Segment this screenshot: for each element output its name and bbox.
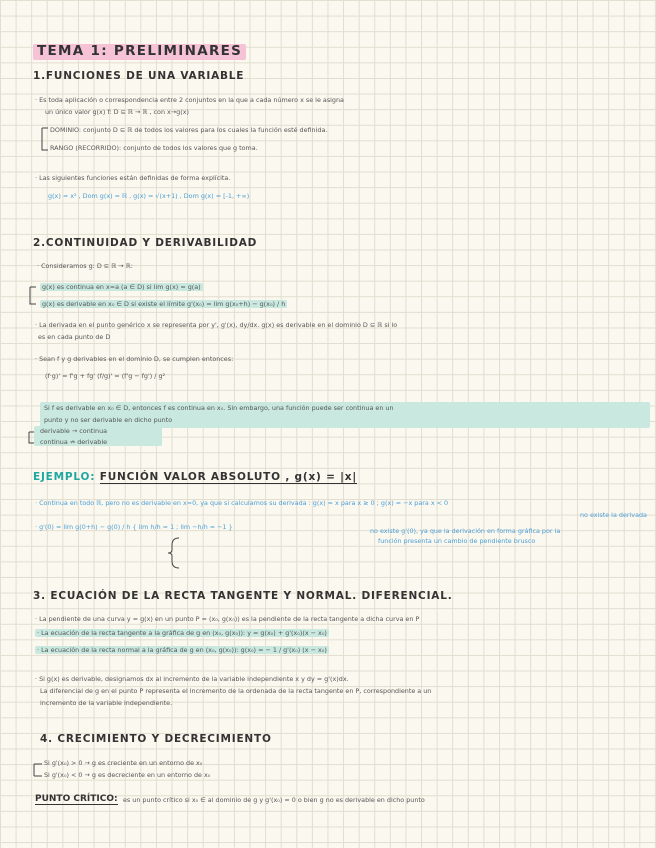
ejemplo-line-1b: no existe la derivada xyxy=(580,511,647,519)
summary-2: continua ↛ derivable xyxy=(40,438,108,446)
differential-line-1: · Si g(x) es derivable, designamos dx al incremento de la variable independiente x y dy = g'(x)dx. xyxy=(35,675,349,683)
critical-point-text: es un punto crítico si x₀ ∈ al dominio de g y g'(x₀) = 0 o bien g no es derivable en dicho punto xyxy=(123,796,425,804)
ejemplo-line-2b: no existe g'(0), ya que la derivación en forma gráfica por la xyxy=(370,527,561,535)
critical-point-label: PUNTO CRÍTICO: xyxy=(35,794,118,804)
ejemplo-line-1: · Continua en todo ℝ, pero no es derivable en x=0, ya que si calculamos su derivada : g(x) = x para x ≥ 0 ; g(x) = −x para x < 0 xyxy=(35,499,449,507)
rango-line: RANGO (RECORRIDO): conjunto de todos los valores que g toma. xyxy=(50,144,258,152)
increasing-line: Si g'(x₀) > 0 → g es creciente en un entorno de x₀ xyxy=(44,759,203,767)
explicit-examples: g(x) = x² , Dom g(x) = ℝ , g(x) = √(x+1) , Dom g(x) = [-1, +∞) xyxy=(48,192,250,200)
ejemplo-heading: EJEMPLO: FUNCIÓN VALOR ABSOLUTO , g(x) = |x| xyxy=(33,471,357,483)
consider-line: · Consideramos g: D ⊆ ℝ → ℝ: xyxy=(37,262,133,270)
operations-line-1: · Sean f y g derivables en el dominio D, se cumplen entonces: xyxy=(35,355,234,363)
continuity-line: g(x) es continua en x=a (a ∈ D) si lim g(x) = g(a) xyxy=(42,283,201,291)
ejemplo-line-2: · g'(0) = lim g(0+h) − g(0) / h { lim h/h = 1 ; lim −h/h = −1 } xyxy=(35,523,233,531)
explicit-intro: · Las siguientes funciones están definidas de forma explícita. xyxy=(35,174,231,182)
section-1-heading: 1.FUNCIONES DE UNA VARIABLE xyxy=(33,70,245,82)
operations-line-2: (f·g)' = f'g + fg' (f/g)' = (f'g − fg') / g² xyxy=(45,372,166,380)
section-3-heading: 3. ECUACIÓN DE LA RECTA TANGENTE Y NORMAL. DIFERENCIAL. xyxy=(33,590,453,602)
continuous-note-line-2: punto y no ser derivable en dicho punto xyxy=(44,416,173,424)
differential-line-3: incremento de la variable independiente. xyxy=(40,699,173,707)
summary-1: derivable → continua xyxy=(40,427,108,435)
tangent-line-1: · La pendiente de una curva y = g(x) en un punto P = (x₀, g(x₀)) es la pendiente de la recta tangente a dicha curva en P xyxy=(35,615,420,623)
tangent-line-2: · La ecuación de la recta tangente a la gráfica de g en (x₀, g(x₀)): y = g(x₀) + g'(x₀)(x − x₀) xyxy=(37,629,327,637)
differential-line-2: La diferencial de g en el punto P representa el incremento de la ordenada de la recta tangente en P, correspondiente a un xyxy=(40,687,432,695)
definition-line-2: un único valor g(x) f: D ⊆ ℝ → ℝ , con x→g(x) xyxy=(45,108,190,116)
notation-line-1: · La derivada en el punto genérico x se representa por y', g'(x), dy/dx. g(x) es derivable en el dominio D ⊆ ℝ si lo xyxy=(35,321,398,329)
derivability-line: g(x) es derivable en x₀ ∈ D si existe el límite g'(x₀) = lim g(x₀+h) − g(x₀) / h xyxy=(42,300,286,308)
definition-line-1: · Es toda aplicación o correspondencia entre 2 conjuntos en la que a cada número x se le asigna xyxy=(35,96,344,104)
continuous-note-line-1: Si f es derivable en x₀ ∈ D, entonces f es continua en x₀. Sin embargo, una función puede ser continua en un xyxy=(44,404,394,412)
notation-line-2: es en cada punto de D xyxy=(38,333,111,341)
ejemplo-line-2c: función presenta un cambio de pendiente brusco xyxy=(378,537,536,545)
dominio-line: DOMINIO: conjunto D ⊆ ℝ de todos los valores para los cuales la función esté definida. xyxy=(50,126,328,134)
decreasing-line: Si g'(x₀) < 0 → g es decreciente en un entorno de x₀ xyxy=(44,771,211,779)
section-2-heading: 2.CONTINUIDAD Y DERIVABILIDAD xyxy=(33,237,258,249)
section-4-heading: 4. CRECIMIENTO Y DECRECIMIENTO xyxy=(40,733,272,745)
page-title: TEMA 1: PRELIMINARES xyxy=(33,44,246,60)
normal-line: · La ecuación de la recta normal a la gráfica de g en (x₀, g(x₀)): g(x₀) = − 1 / g'(x₀) (x − x₀) xyxy=(37,646,327,654)
